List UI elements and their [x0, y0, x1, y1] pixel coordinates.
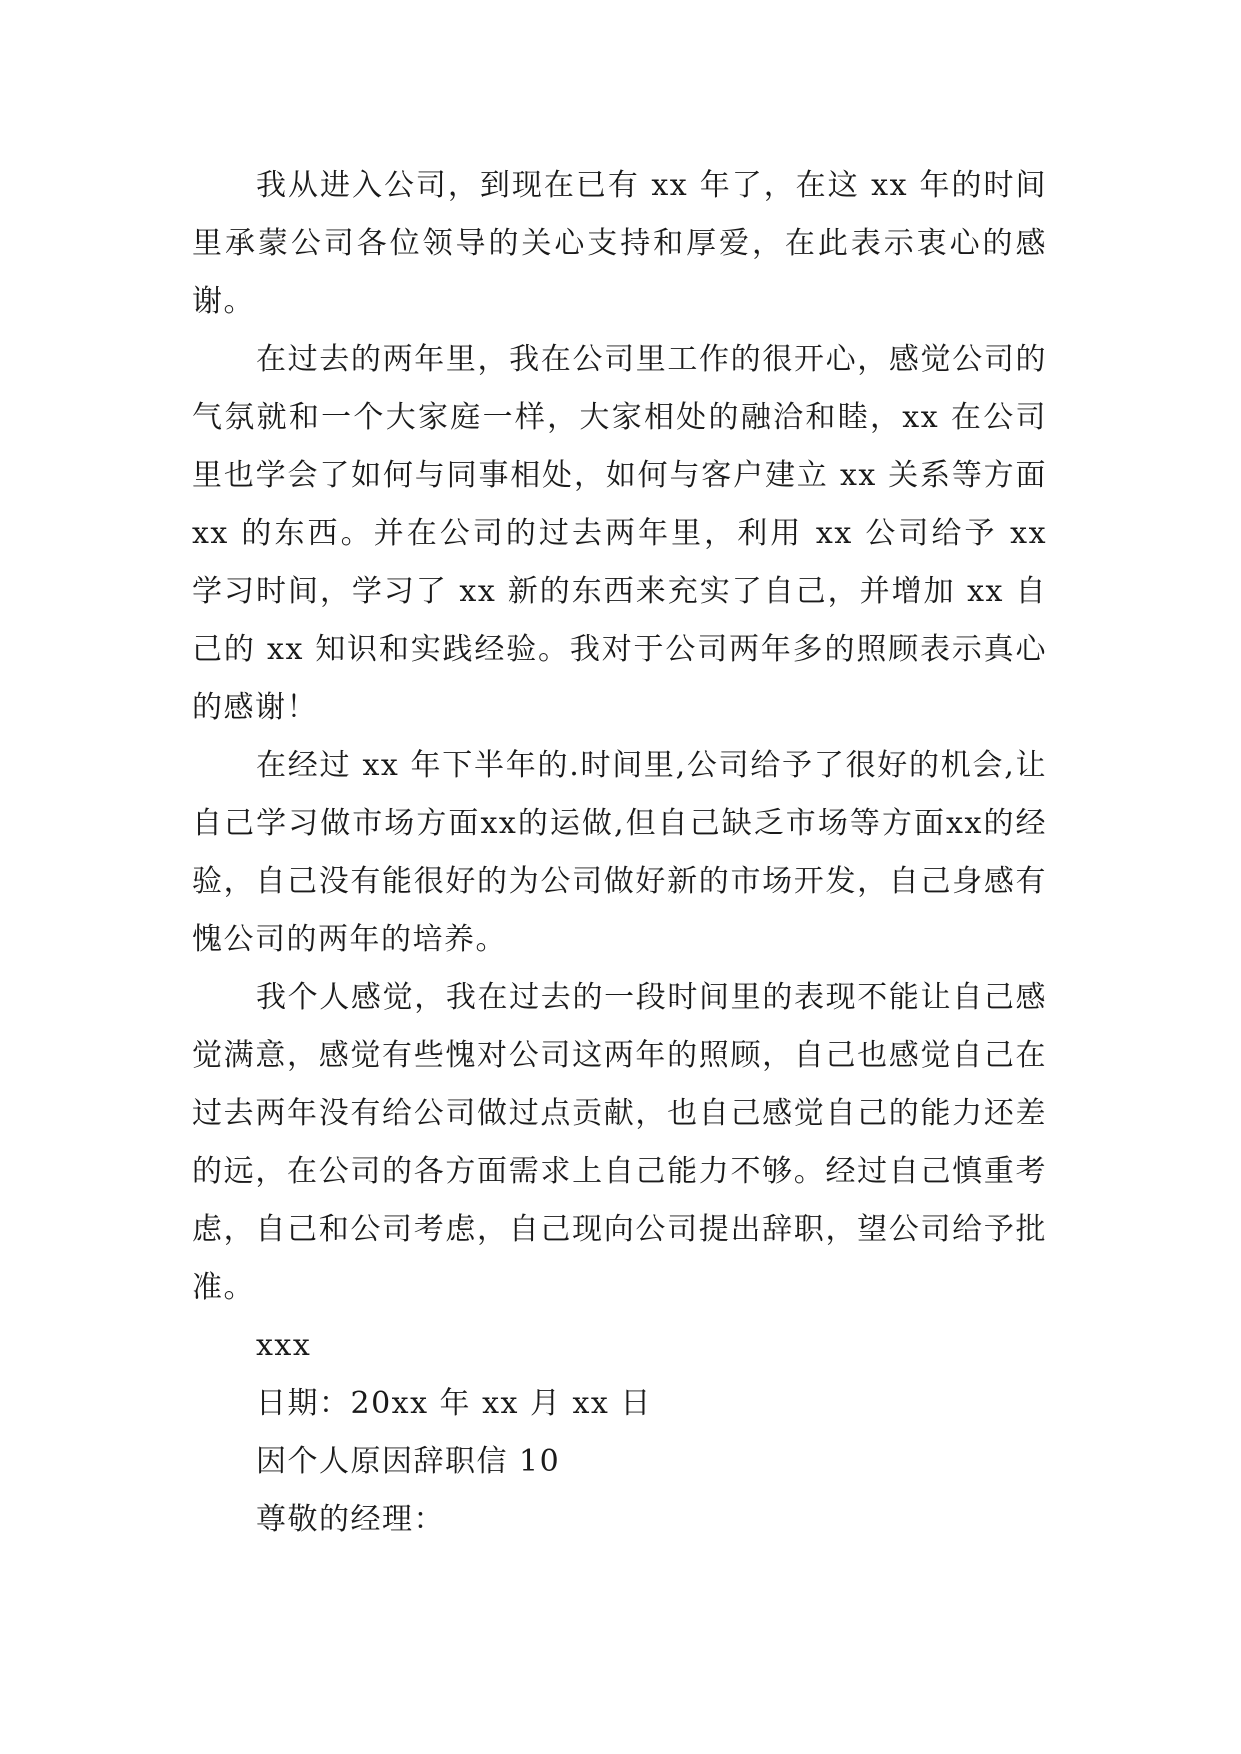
paragraph-market-experience: 在经过 xx 年下半年的.时间里,公司给予了很好的机会,让自己学习做市场方面xx的运做,但自己缺乏市场等方面xx的经验，自己没有能很好的为公司做好新的市场开发，自己身感有愧公司的两年的培养。: [192, 748, 1047, 957]
salutation: 尊敬的经理：: [256, 1502, 445, 1537]
signature: xxx: [256, 1328, 312, 1363]
next-letter-title: 因个人原因辞职信 10: [256, 1444, 561, 1479]
paragraph-resignation-reason: 我个人感觉，我在过去的一段时间里的表现不能让自己感觉满意，感觉有些愧对公司这两年的照顾，自己也感觉自己在过去两年没有给公司做过点贡献，也自己感觉自己的能力还差的远，在公司的各方面需求上自己能力不够。经过自己慎重考虑，自己和公司考虑，自己现向公司提出辞职，望公司给予批准。: [192, 980, 1047, 1305]
letter-body: [192, 157, 1047, 1549]
date-line: 日期：20xx 年 xx 月 xx 日: [256, 1386, 652, 1421]
paragraph-intro: 我从进入公司，到现在已有 xx 年了，在这 xx 年的时间里承蒙公司各位领导的关心支持和厚爱，在此表示衷心的感谢。: [192, 168, 1047, 319]
paragraph-work-experience: 在过去的两年里，我在公司里工作的很开心，感觉公司的气氛就和一个大家庭一样，大家相处的融洽和睦，xx 在公司里也学会了如何与同事相处，如何与客户建立 xx 关系等方面 xx 的东西。并在公司的过去两年里，利用 xx 公司给予 xx 学习时间，学习了 xx 新的东西来充实了自己，并增加 xx 自己的 xx 知识和实践经验。我对于公司两年多的照顾表示真心的感谢！: [192, 342, 1047, 725]
